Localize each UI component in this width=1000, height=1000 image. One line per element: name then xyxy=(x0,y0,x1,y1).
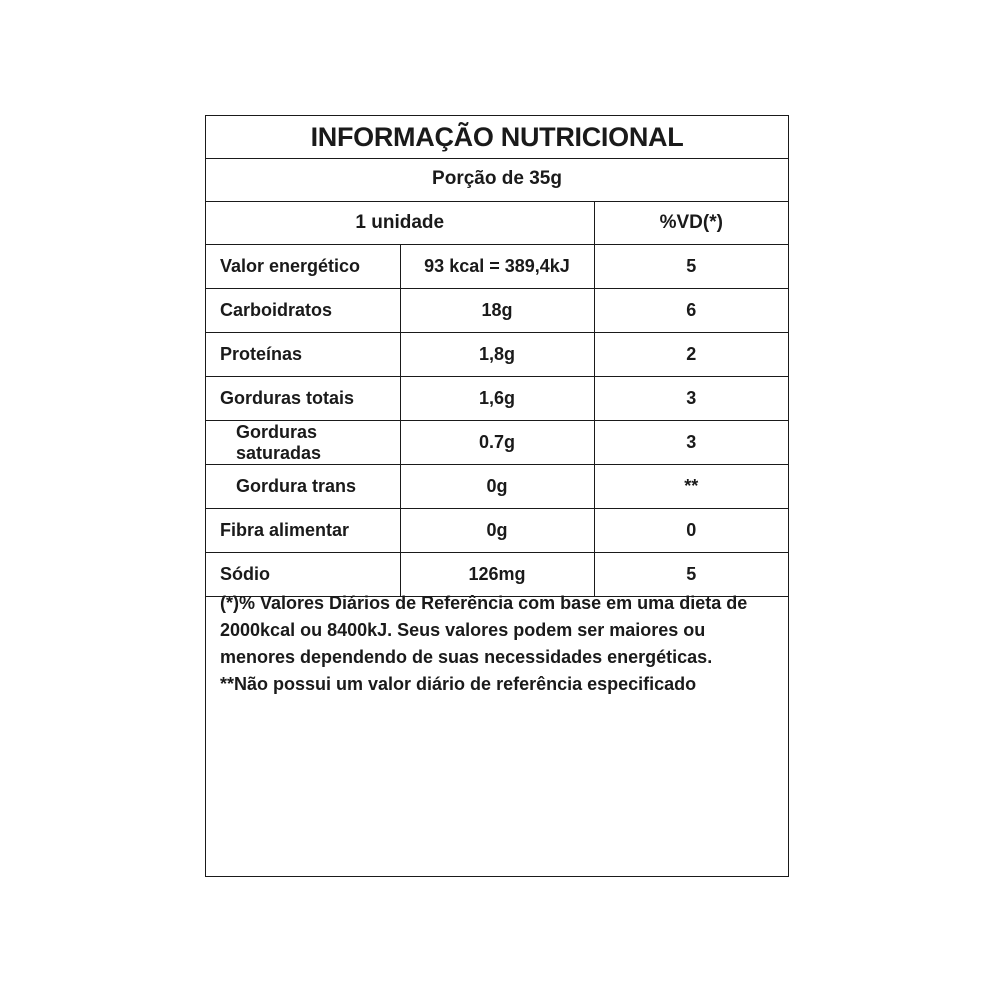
table-row xyxy=(206,289,788,333)
nutrition-table xyxy=(206,202,788,597)
nutrient-name: Sódio xyxy=(206,553,400,597)
table-row xyxy=(206,421,788,465)
nutrient-vd: 3 xyxy=(594,421,788,465)
footnote xyxy=(220,590,778,698)
nutrient-vd: 5 xyxy=(594,245,788,289)
table-row xyxy=(206,465,788,509)
nutrient-name: Carboidratos xyxy=(206,289,400,333)
table-row xyxy=(206,509,788,553)
table-header-row xyxy=(206,202,788,245)
nutrient-vd: ** xyxy=(594,465,788,509)
table-row xyxy=(206,333,788,377)
footnote-daily-values: (*)% Valores Diários de Referência com base em uma dieta de 2000kcal ou 8400kJ. Seus valores podem ser maiores ou menores dependendo de suas necessidades energéticas. xyxy=(220,593,748,667)
nutrient-amount: 126mg xyxy=(400,553,594,597)
label-title: INFORMAÇÃO NUTRICIONAL xyxy=(206,116,788,159)
table-row xyxy=(206,377,788,421)
nutrient-vd: 6 xyxy=(594,289,788,333)
footnote-no-reference: **Não possui um valor diário de referência especificado xyxy=(220,674,697,694)
nutrient-vd: 0 xyxy=(594,509,788,553)
nutrient-amount: 0.7g xyxy=(400,421,594,465)
table-row xyxy=(206,245,788,289)
nutrient-name: Fibra alimentar xyxy=(206,509,400,553)
nutrient-name: Valor energético xyxy=(206,245,400,289)
nutrient-name: Proteínas xyxy=(206,333,400,377)
nutrient-vd: 3 xyxy=(594,377,788,421)
nutrient-name: Gorduras totais xyxy=(206,377,400,421)
nutrient-amount: 18g xyxy=(400,289,594,333)
nutrition-facts-label xyxy=(205,115,789,877)
nutrient-vd: 2 xyxy=(594,333,788,377)
nutrient-name: Gordura trans xyxy=(206,465,400,509)
header-vd: %VD(*) xyxy=(594,202,788,245)
nutrient-vd: 5 xyxy=(594,553,788,597)
nutrient-amount: 1,8g xyxy=(400,333,594,377)
nutrient-amount: 93 kcal = 389,4kJ xyxy=(400,245,594,289)
nutrient-amount: 0g xyxy=(400,465,594,509)
nutrient-name: Gorduras saturadas xyxy=(206,421,400,465)
header-unit: 1 unidade xyxy=(206,202,594,245)
portion-size: Porção de 35g xyxy=(206,159,788,202)
nutrient-amount: 1,6g xyxy=(400,377,594,421)
nutrient-amount: 0g xyxy=(400,509,594,553)
